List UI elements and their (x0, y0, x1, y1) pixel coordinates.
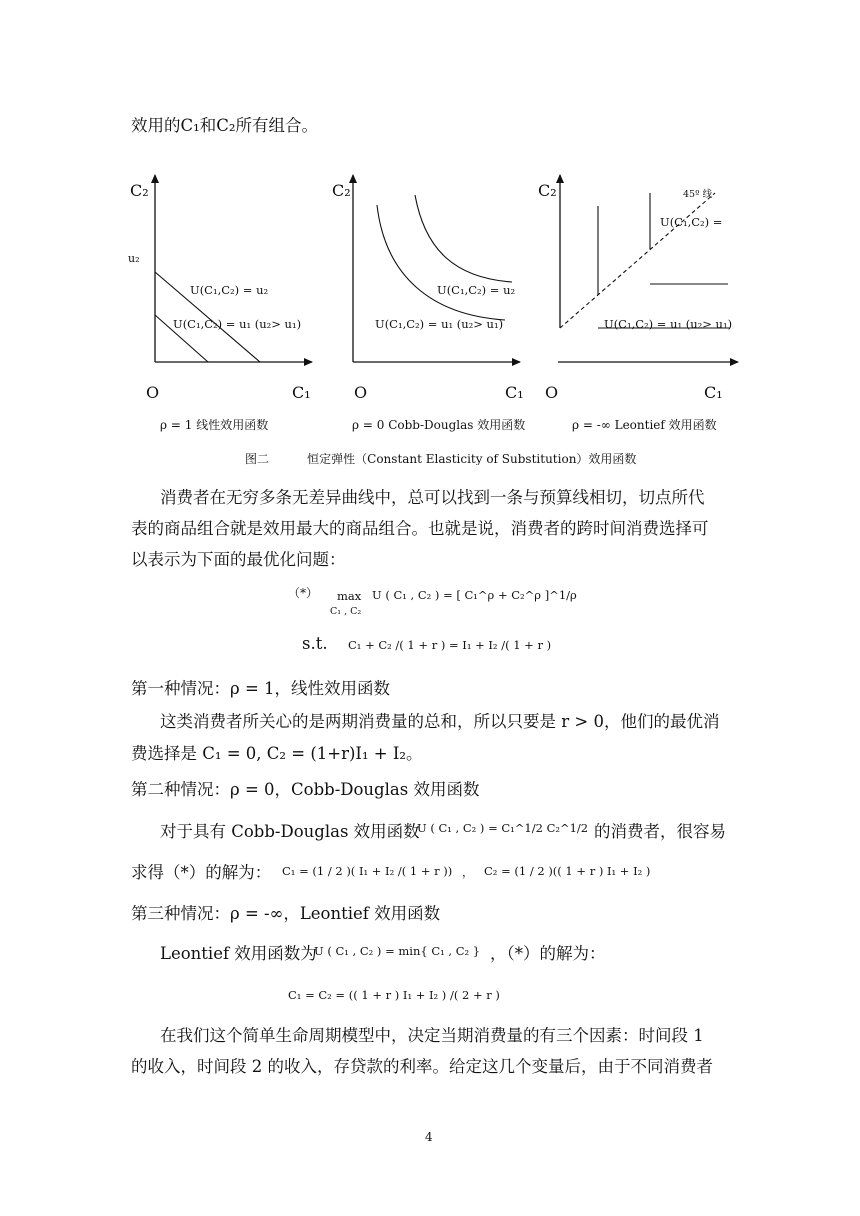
panel1-x-label: C₁ (292, 383, 311, 402)
case1-line2: 费选择是 C₁ = 0, C₂ = (1+r)I₁ + I₂。 (131, 744, 423, 763)
panel2-curve-lower-label: U(C₁,C₂) = u₁ (u₂> u₁) (375, 317, 504, 331)
opt-objective: U ( C₁ , C₂ ) = [ C₁^ρ + C₂^ρ ]^1/ρ (372, 588, 577, 602)
panel2-caption: ρ = 0 Cobb-Douglas 效用函数 (352, 418, 526, 432)
panel-leontief (538, 175, 738, 402)
panel3-45-line-label: 45º 线 (683, 189, 713, 200)
panel2-origin: O (354, 383, 368, 402)
panel2-y-label: C₂ (332, 181, 351, 200)
case2-line2-a: 求得（*）的解为： (131, 863, 272, 882)
panel3-curve-upper-label: U(C₁,C₂) = (660, 215, 723, 229)
case2-solution-c2: C₂ = (1 / 2 )(( 1 + r ) I₁ + I₂ ) (484, 864, 651, 878)
figure-title: 图二 恒定弹性（Constant Elasticity of Substitution）效用函数 (245, 452, 637, 465)
opt-st: s.t. (302, 634, 328, 653)
case2-line1-b: 的消费者，很容易 (594, 822, 726, 841)
final-line2: 的收入，时间段 2 的收入，存贷款的利率。给定这几个变量后，由于不同消费者 (131, 1057, 713, 1076)
case2-solution-c1: C₁ = (1 / 2 )( I₁ + I₂ /( 1 + r )) (282, 864, 453, 878)
panel3-caption: ρ = -∞ Leontief 效用函数 (572, 418, 717, 432)
panel3-curve-lower-label: U(C₁,C₂) = u₁ (u₂> u₁) (604, 317, 733, 331)
case1-heading: 第一种情况：ρ = 1，线性效用函数 (131, 679, 391, 698)
case2-line1-a: 对于具有 Cobb-Douglas 效用函数 (160, 822, 420, 841)
case3-leontief-formula: U ( C₁ , C₂ ) = min{ C₁ , C₂ } (314, 944, 481, 958)
case2-heading: 第二种情况：ρ = 0，Cobb-Douglas 效用函数 (131, 780, 480, 799)
page-number: 4 (425, 1130, 433, 1144)
para1-line2: 表的商品组合就是效用最大的商品组合。也就是说，消费者的跨时间消费选择可 (131, 519, 709, 538)
panel1-caption: ρ = 1 线性效用函数 (160, 418, 269, 432)
panel2-curve-u1 (377, 205, 505, 320)
panel1-curve-upper-label: U(C₁,C₂) = u₂ (190, 283, 269, 297)
panel1-origin: O (146, 383, 160, 402)
opt-constraint: C₁ + C₂ /( 1 + r ) = I₁ + I₂ /( 1 + r ) (348, 638, 552, 652)
para1-line1: 消费者在无穷多条无差异曲线中，总可以找到一条与预算线相切，切点所代 (160, 488, 705, 507)
panel1-u2-tick: u₂ (128, 252, 140, 265)
intro-text: 效用的C₁和C₂所有组合。 (131, 116, 318, 135)
panel3-y-label: C₂ (538, 181, 557, 200)
panel3-x-label: C₁ (704, 383, 723, 402)
panel2-x-label: C₁ (505, 383, 524, 402)
opt-max: max (337, 589, 362, 603)
panel3-origin: O (545, 383, 559, 402)
panel2-curve-upper-label: U(C₁,C₂) = u₂ (437, 283, 516, 297)
case3-line1-b: ，（*）的解为： (490, 944, 606, 963)
opt-label: （*） (288, 586, 319, 600)
case1-line1: 这类消费者所关心的是两期消费量的总和，所以只要是 r > 0，他们的最优消 (160, 712, 720, 731)
panel-cobb-douglas (332, 175, 524, 402)
case2-separator: ， (462, 865, 474, 879)
case3-line1-a: Leontief 效用函数为 (160, 944, 317, 963)
final-line1: 在我们这个简单生命周期模型中，决定当期消费量的有三个因素：时间段 1 (160, 1026, 704, 1045)
ces-indifference-figure (0, 165, 860, 465)
panel1-curve-lower-label: U(C₁,C₂) = u₁ (u₂> u₁) (173, 317, 302, 331)
opt-max-subscript: C₁ , C₂ (330, 606, 362, 617)
panel1-y-label: C₂ (130, 181, 149, 200)
panel2-curve-u2 (415, 195, 512, 282)
panel3-45-degree-line (560, 193, 715, 328)
case3-solution: C₁ = C₂ = (( 1 + r ) I₁ + I₂ ) /( 2 + r ) (288, 988, 500, 1002)
case3-heading: 第三种情况：ρ = -∞，Leontief 效用函数 (131, 904, 441, 923)
para1-line3: 以表示为下面的最优化问题： (131, 550, 346, 569)
case2-cd-formula: U ( C₁ , C₂ ) = C₁^1/2 C₂^1/2 (417, 821, 589, 835)
panel-linear (128, 175, 312, 402)
